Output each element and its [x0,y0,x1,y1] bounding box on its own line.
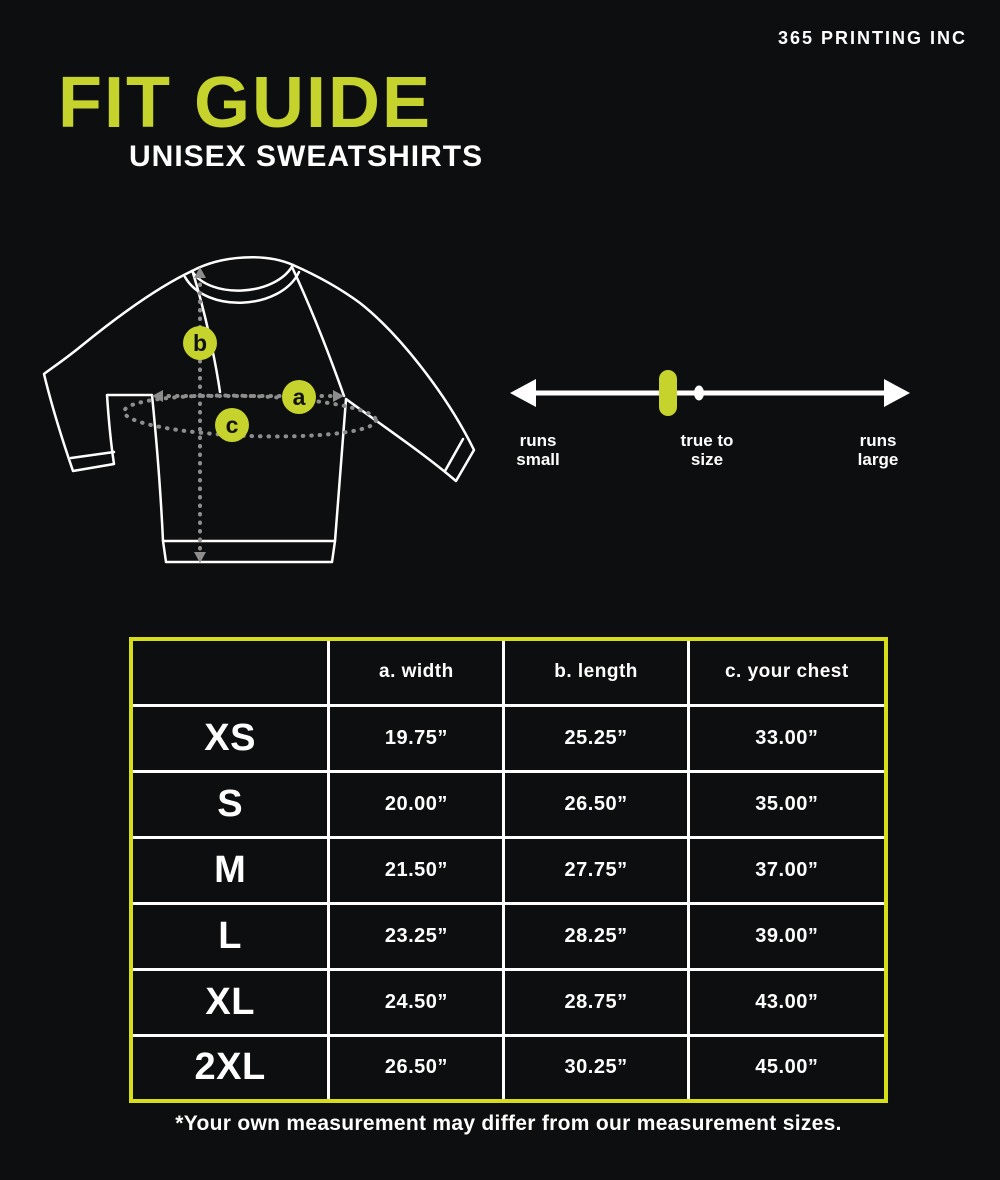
col-header-chest: c. your chest [688,639,886,705]
scale-label-runs-small: runs small [516,431,560,469]
width-cell: 19.75” [329,705,504,771]
size-cell: XS [131,705,329,771]
arrow-left-head [510,379,536,407]
length-cell: 28.25” [504,903,688,969]
table-row [131,969,886,1035]
width-cell: 20.00” [329,771,504,837]
size-cell: 2XL [131,1035,329,1101]
chest-cell: 39.00” [688,903,886,969]
table-row [131,771,886,837]
marker-b-label: b [192,330,208,356]
length-cell: 26.50” [504,771,688,837]
width-cell: 23.25” [329,903,504,969]
length-cell: 30.25” [504,1035,688,1101]
table-row [131,705,886,771]
collar [192,257,293,271]
width-cell: 24.50” [329,969,504,1035]
table-header-row [131,639,886,705]
table-row [131,903,886,969]
scale-label-true-to-size: true to size [680,431,734,469]
size-cell: L [131,903,329,969]
measurement-arrowheads [152,267,344,563]
width-cell: 21.50” [329,837,504,903]
corner-cell [131,639,329,705]
size-table [129,637,888,1103]
arrow-right-head [884,379,910,407]
scale-arrow [510,370,910,416]
marker-c-label: c [225,412,239,438]
length-cell: 28.75” [504,969,688,1035]
brand-text: 365 PRINTING INC [777,28,967,48]
diagram-markers [183,326,316,442]
width-cell: 26.50” [329,1035,504,1101]
size-cell: M [131,837,329,903]
table-row [131,837,886,903]
footnote: *Your own measurement may differ from our measurement sizes. [175,1112,842,1135]
marker-a-label: a [292,384,306,410]
chest-cell: 33.00” [688,705,886,771]
length-cell: 25.25” [504,705,688,771]
sweatshirt-outline [44,257,474,562]
chest-cell: 37.00” [688,837,886,903]
size-cell: S [131,771,329,837]
scale-dot [694,386,704,401]
chest-cell: 35.00” [688,771,886,837]
scale-marker-pill [659,370,677,416]
table-row [131,1035,886,1101]
sweatshirt-diagram [30,240,500,590]
page-title: FIT GUIDE [58,63,432,143]
chest-cell: 43.00” [688,969,886,1035]
size-cell: XL [131,969,329,1035]
col-header-length: b. length [504,639,688,705]
col-header-width: a. width [329,639,504,705]
chest-cell: 45.00” [688,1035,886,1101]
scale-label-runs-large: runs large [857,431,899,469]
length-cell: 27.75” [504,837,688,903]
page-subtitle: UNISEX SWEATSHIRTS [129,140,484,173]
